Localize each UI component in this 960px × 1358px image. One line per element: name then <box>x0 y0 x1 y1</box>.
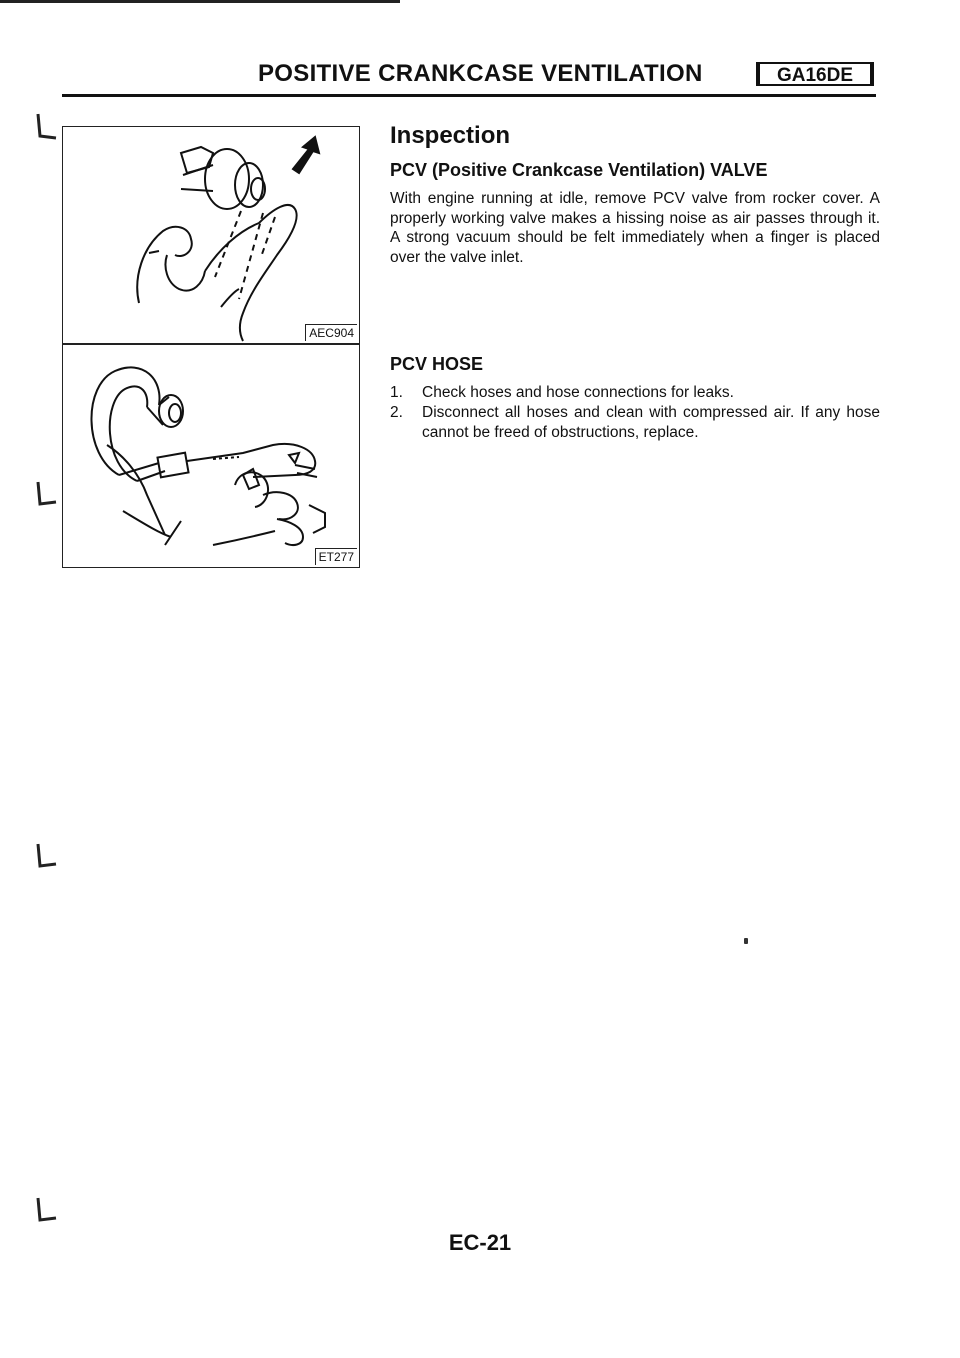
figure-code: AEC904 <box>305 324 357 341</box>
section-heading: Inspection <box>390 122 511 149</box>
margin-mark-icon <box>34 112 60 142</box>
page-number: EC-21 <box>448 1230 512 1255</box>
top-edge-rule <box>0 0 400 3</box>
list-item <box>390 403 880 443</box>
valve-heading: PCV (Positive Crankcase Ventilation) VALVE <box>390 160 768 180</box>
pcv-hose-illustration <box>63 345 359 567</box>
print-speck <box>744 938 748 944</box>
hose-steps <box>390 383 880 443</box>
step-number: 1. <box>390 384 403 401</box>
figure-code: ET277 <box>315 548 357 565</box>
figure-pcv-hose <box>62 344 360 568</box>
valve-subsection <box>390 160 880 267</box>
margin-mark-icon <box>34 842 60 872</box>
list-item <box>390 383 880 403</box>
hose-subsection <box>390 354 880 443</box>
page-title: POSITIVE CRANKCASE VENTILATION <box>258 60 703 87</box>
margin-mark-icon <box>34 480 60 510</box>
margin-mark-icon <box>34 1196 60 1226</box>
inspection-section <box>390 122 880 150</box>
page-header <box>0 58 960 98</box>
step-text: Check hoses and hose connections for leaks. <box>422 384 734 401</box>
pcv-valve-illustration <box>63 127 359 343</box>
figure-pcv-valve <box>62 126 360 344</box>
engine-code-badge: GA16DE <box>756 62 874 86</box>
hose-heading: PCV HOSE <box>390 354 484 374</box>
valve-instructions: With engine running at idle, remove PCV valve from rocker cover. A properly working valve makes a hissing noise as air passes through it. A strong vacuum should be felt immediately when a finger is placed over the valve inlet. <box>390 190 880 266</box>
header-rule <box>62 94 876 97</box>
step-text: Disconnect all hoses and clean with compressed air. If any hose cannot be freed of obstructions, replace. <box>422 404 880 441</box>
step-number: 2. <box>390 404 403 421</box>
